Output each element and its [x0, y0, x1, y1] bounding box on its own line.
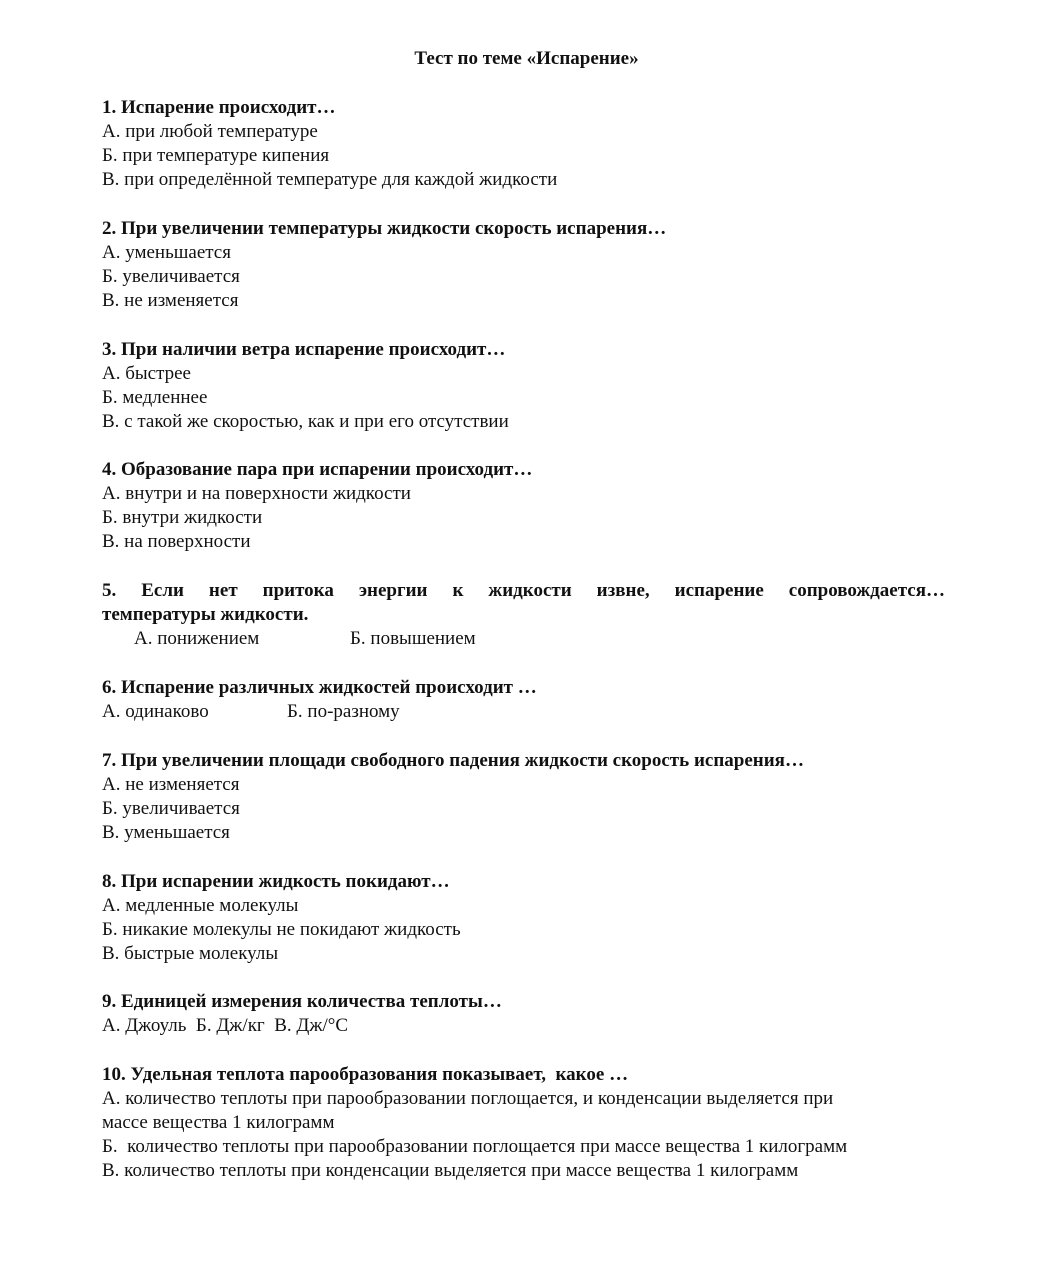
- question-3-text: 3. При наличии ветра испарение происходит…: [102, 339, 506, 360]
- question-5-text-line-2: температуры жидкости.: [102, 604, 309, 625]
- question-7-text: 7. При увеличении площади свободного падения жидкости скорость испарения…: [102, 750, 804, 771]
- question-4-option-b: Б. внутри жидкости: [102, 507, 263, 528]
- question-8-option-b: Б. никакие молекулы не покидают жидкость: [102, 919, 461, 940]
- question-4-text: 4. Образование пара при испарении происходит…: [102, 459, 533, 480]
- question-10-option-a: А. количество теплоты при парообразовании поглощается, и конденсации выделяется при: [102, 1088, 834, 1109]
- question-10-option-b: Б. количество теплоты при парообразовании поглощается при массе вещества 1 килограмм: [102, 1136, 848, 1157]
- question-1-option-c: В. при определённой температуре для каждой жидкости: [102, 169, 558, 190]
- question-8-option-a: А. медленные молекулы: [102, 895, 299, 916]
- question-2-option-a: А. уменьшается: [102, 242, 231, 263]
- question-7-option-c: В. уменьшается: [102, 822, 230, 843]
- question-6-option-a: А. одинаково: [102, 701, 209, 722]
- question-3-option-b: Б. медленнее: [102, 387, 208, 408]
- document-title: Тест по теме «Испарение»: [414, 48, 639, 69]
- question-6-option-b: Б. по-разному: [287, 701, 400, 722]
- question-8-option-c: В. быстрые молекулы: [102, 943, 279, 964]
- question-10-text: 10. Удельная теплота парообразования показывает, какое …: [102, 1064, 629, 1085]
- question-5-option-b: Б. повышением: [350, 628, 476, 649]
- question-7-option-a: А. не изменяется: [102, 774, 240, 795]
- question-1-option-a: А. при любой температуре: [102, 121, 318, 142]
- question-4-option-a: А. внутри и на поверхности жидкости: [102, 483, 411, 504]
- question-2-option-c: В. не изменяется: [102, 290, 239, 311]
- question-10-option-a-continued: массе вещества 1 килограмм: [102, 1112, 335, 1133]
- question-1-option-b: Б. при температуре кипения: [102, 145, 330, 166]
- question-10-option-c: В. количество теплоты при конденсации выделяется при массе вещества 1 килограмм: [102, 1160, 799, 1181]
- question-3-option-a: А. быстрее: [102, 363, 191, 384]
- question-2-option-b: Б. увеличивается: [102, 266, 240, 287]
- question-8-text: 8. При испарении жидкость покидают…: [102, 871, 450, 892]
- question-1-text: 1. Испарение происходит…: [102, 97, 336, 118]
- question-2-text: 2. При увеличении температуры жидкости скорость испарения…: [102, 218, 667, 239]
- question-9-text: 9. Единицей измерения количества теплоты…: [102, 991, 502, 1012]
- question-5-option-a: А. понижением: [134, 628, 260, 649]
- question-7-option-b: Б. увеличивается: [102, 798, 240, 819]
- question-5-text-line-1: 5. Если нет притока энергии к жидкости извне, испарение сопровождается…: [102, 580, 945, 601]
- question-6-text: 6. Испарение различных жидкостей происходит …: [102, 677, 537, 698]
- question-9-options: А. Джоуль Б. Дж/кг В. Дж/°С: [102, 1015, 349, 1036]
- question-4-option-c: В. на поверхности: [102, 531, 251, 552]
- question-3-option-c: В. с такой же скоростью, как и при его отсутствии: [102, 411, 509, 432]
